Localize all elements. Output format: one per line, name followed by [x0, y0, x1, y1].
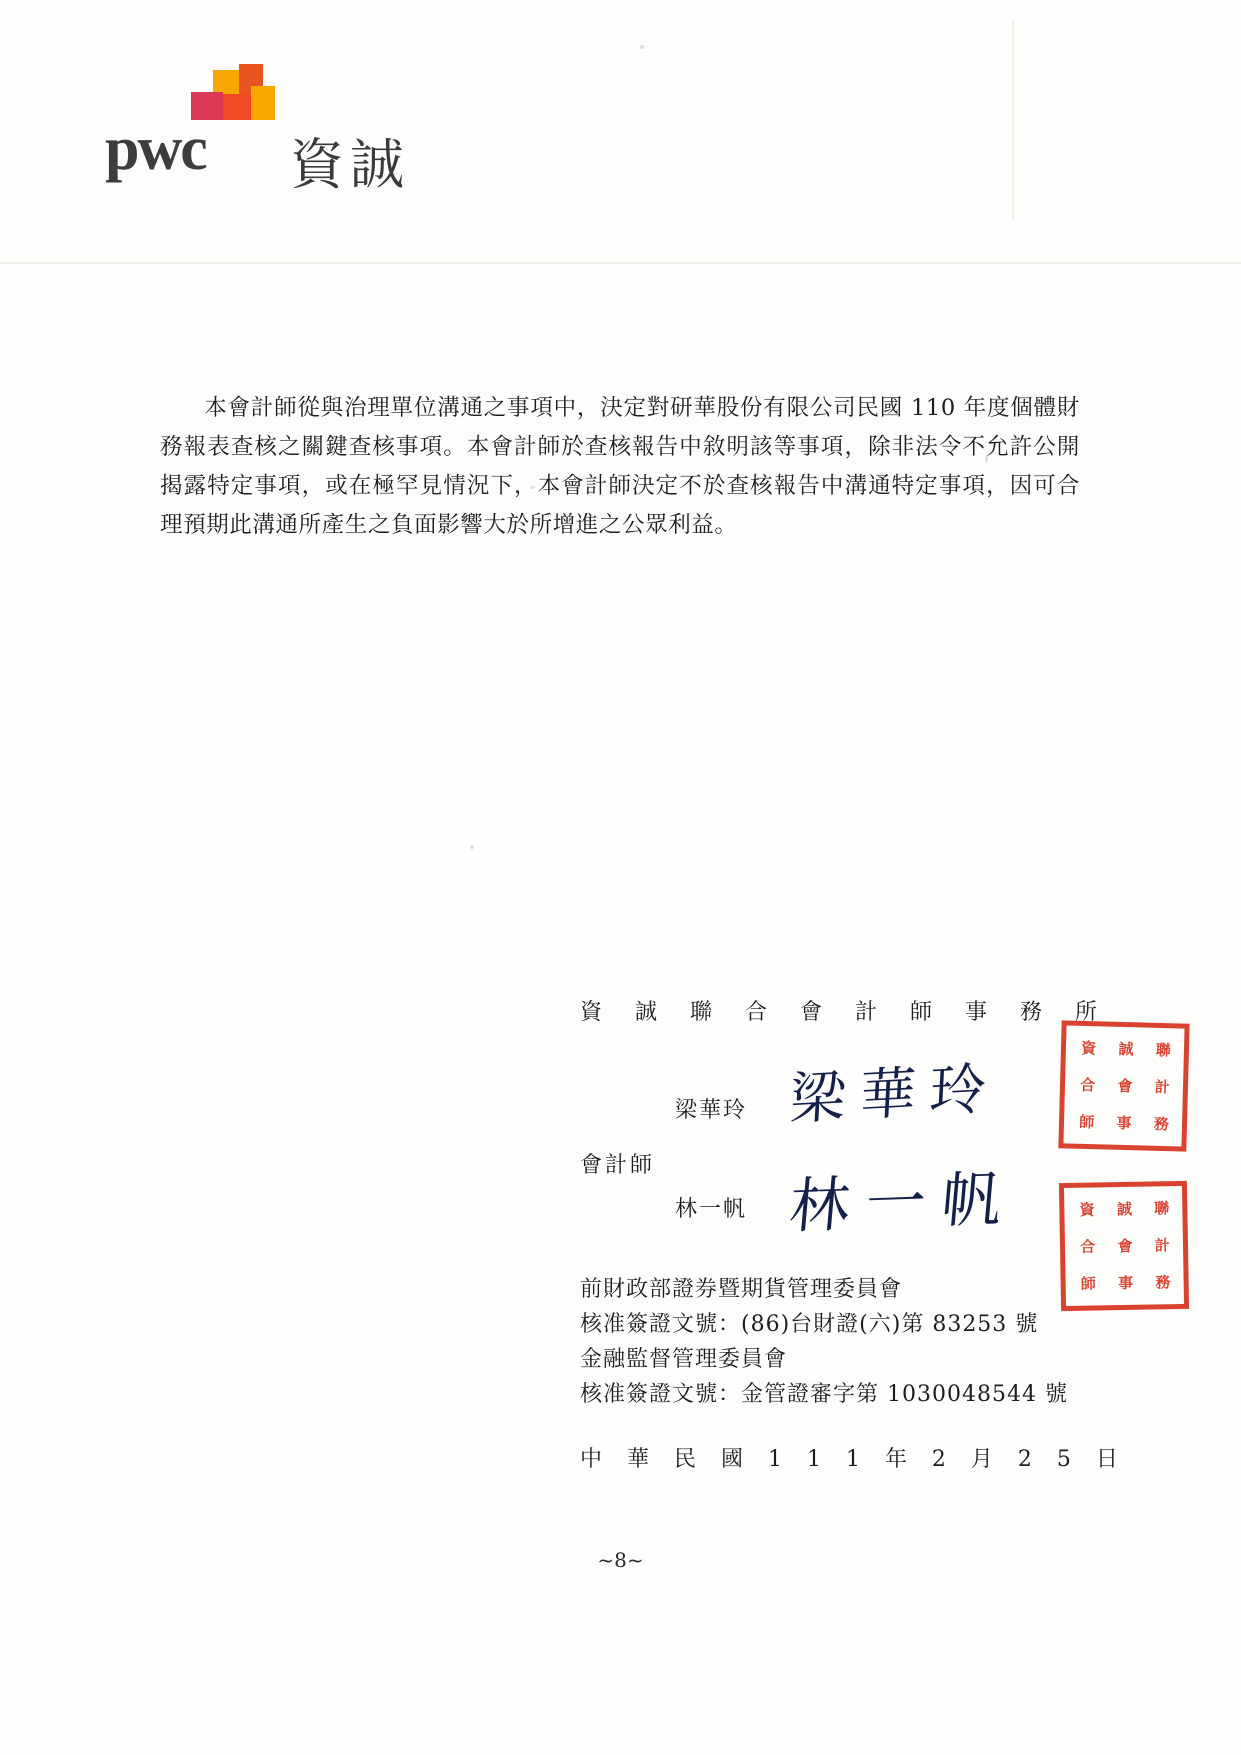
pwc-logo — [105, 62, 435, 197]
approval-line-1: 前財政部證券暨期貨管理委員會 — [580, 1277, 903, 1302]
scan-artifact-right — [1012, 20, 1014, 220]
approval-block — [580, 1272, 1068, 1412]
pwc-chinese-name: 資誠 — [290, 133, 410, 196]
pwc-wordmark: pwc — [105, 115, 206, 183]
scan-artifact-top — [0, 262, 1241, 264]
approval-line-2: 核准簽證文號：(86)台財證(六)第 83253 號 — [580, 1312, 1039, 1337]
accountant-name-2: 林一帆 — [675, 1197, 748, 1222]
report-date: 中 華 民 國 1 1 1 年 2 月 2 5 日 — [580, 1447, 1127, 1472]
red-seal-stamp-1: 資 誠 聯 合 會 計 師 事 務 — [1058, 1020, 1189, 1151]
accountant-name-1: 梁華玲 — [675, 1098, 748, 1123]
scan-speck — [470, 845, 474, 849]
handwritten-signature-2: 林一帆 — [786, 1163, 1021, 1243]
body-paragraph — [160, 389, 1080, 545]
handwritten-signature-1: 梁華玲 — [788, 1056, 1002, 1133]
approval-line-3: 金融監督管理委員會 — [580, 1347, 788, 1372]
role-label: 會計師 — [580, 1153, 656, 1178]
page-number: ~8~ — [597, 1548, 644, 1572]
scan-speck — [640, 45, 644, 49]
approval-line-4: 核准簽證文號：金管證審字第 1030048544 號 — [580, 1382, 1068, 1407]
red-seal-stamp-2: 資 誠 聯 合 會 計 師 事 務 — [1059, 1181, 1189, 1311]
firm-name: 資 誠 聯 合 會 計 師 事 務 所 — [580, 1000, 1110, 1025]
body-paragraph-text: 本會計師從與治理單位溝通之事項中，決定對研華股份有限公司民國 110 年度個體財務報表查核之關鍵查核事項。本會計師於查核報告中敘明該等事項，除非法令不允許公開揭露特定事項，或在極罕見情況下，本會計師決定不於查核報告中溝通特定事項，因可合理預期此溝通所產生之負面影響大於所增進之公眾利益。 — [160, 394, 1080, 538]
